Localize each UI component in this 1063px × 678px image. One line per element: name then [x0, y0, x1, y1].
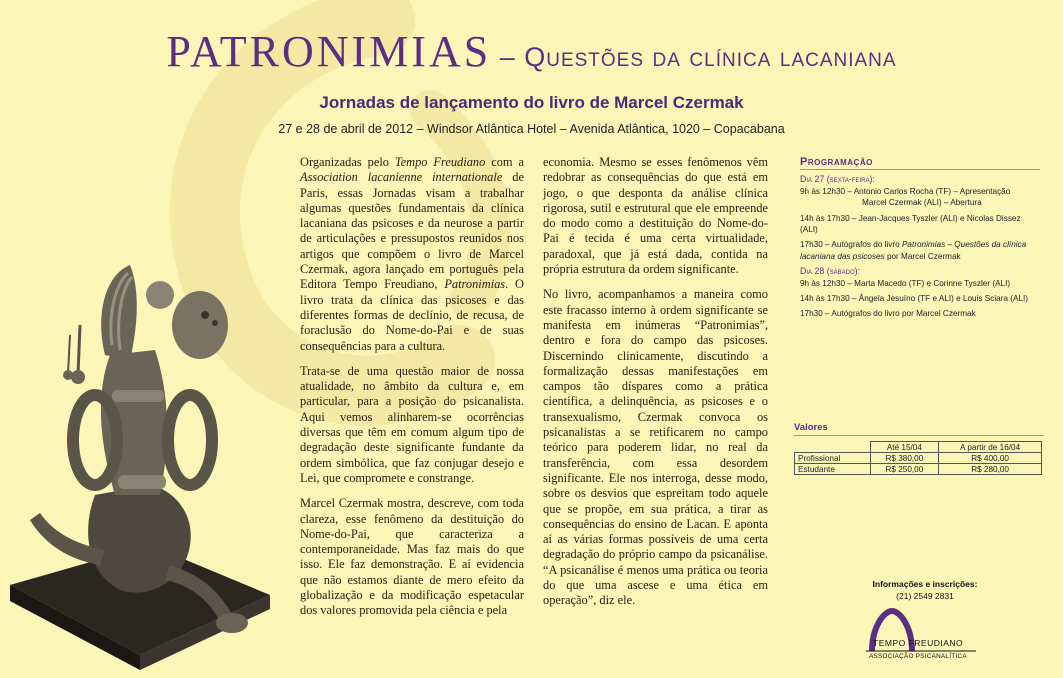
- schedule-entry: 14h às 17h30 – Ângela Jesuíno (TF e ALI) e Louis Sciara (ALI): [800, 294, 1029, 304]
- title-main: PATRONIMIAS: [166, 27, 492, 76]
- table-cell-empty: [795, 442, 871, 453]
- title-dash: –: [491, 42, 525, 72]
- table-cell: R$ 250,00: [870, 464, 939, 475]
- schedule-entry: [800, 239, 1040, 262]
- contact-label: Informações e inscrições:: [872, 579, 978, 589]
- schedule-entry: 14h às 17h30 – Jean-Jacques Tyszler (ALI) e Nicolas Dissez (ALI): [800, 213, 1021, 235]
- table-row: [795, 453, 1042, 464]
- day-label: Dia 28 (sábado):: [800, 266, 861, 277]
- article-paragraph: economia. Mesmo se esses fenômenos vêm redobrar as consequências do que está em jogo, o que desponta da análise clínica rigorosa, sutil e estrutural que ele empreende do modo como a destituição do Nome-do-Pai é tecida é uma certa virtualidade, paradoxal, que já está dada, contida na própria estrutura da ordem significante.: [543, 155, 768, 277]
- text-run-italic: Patronimias – Questões da clínica lacaniana das psicoses: [800, 240, 1027, 261]
- schedule-entry: 9h às 12h30 – Marta Macedo (TF) e Corinne Tyszler (ALI): [800, 278, 1011, 288]
- schedule-entry: 17h30 – Autógrafos do livro por Marcel Czermak: [800, 309, 976, 319]
- table-cell: R$ 380,00: [870, 453, 939, 464]
- program-schedule: [800, 157, 1040, 324]
- article-column-2: [543, 155, 768, 619]
- article-column-1: [300, 155, 524, 629]
- schedule-entry: [800, 186, 1040, 209]
- text-run: por Marcel Czermak: [884, 251, 961, 261]
- text-run: 17h30 – Autógrafos do livro: [800, 240, 902, 250]
- schedule-line: 9h às 12h30 – Antonio Carlos Rocha (TF) – Apresentação: [800, 186, 1011, 196]
- text-run-italic: Patronimias: [444, 277, 506, 292]
- table-cell: R$ 400,00: [939, 453, 1042, 464]
- article-paragraph: Marcel Czermak mostra, descreve, com toda clareza, esse fenômeno da destituição do Nome-do-Pai, que caracteriza a contemporaneidade. Mas faz mais do que isso. Ele faz demonstração. E aí evidencia que não estamos diante de mero efeito da globalização e da modificação espetacular dos valores promovida pela ciência e pela: [300, 496, 524, 618]
- text-run-italic: Tempo Freudiano: [394, 155, 486, 169]
- prices-heading: Valores: [794, 422, 1044, 436]
- event-dateline: 27 e 28 de abril de 2012 – Windsor Atlântica Hotel – Avenida Atlântica, 1020 – Copacabana: [278, 122, 785, 136]
- article-paragraph: No livro, acompanhamos a maneira como este fracasso interno à ordem significante se manifesta em inúmeras “Patronimias”, dentro e fora do campo das psicoses. Discernindo clinicamente, discutindo a formalização dessas manifestações em campos tão díspares como a prática científica, a delinquência, as psicoses e o transexualismo, Czermak convoca os psicanalistas a se retificarem no campo teórico para poderem lidar, no real da transferência, com essa desordem significante. Ele nos interroga, desse modo, sobre os desvios que espreitam todo aquele que se propõe, em sua prática, a tirar as consequências do ensino de Lacan. E aponta aí as várias formas possíveis de uma certa degradação do próprio campo da psicanálise. “A psicanálise é menos uma prática ou teoria do que uma ascese e uma ética em operação”, diz ele.: [543, 287, 768, 608]
- contact-info: [835, 578, 1015, 602]
- article-paragraph: Trata-se de uma questão maior de nossa atualidade, no âmbito da cultura e, em particular, para a posição do psicanalista. Aqui vemos alinharem-se ocorrências diversas que têm em comum algum tipo de degradação deste significante fundante da ordem simbólica, que faz conjugar desejo e Lei, que compromete e constrange.: [300, 363, 524, 485]
- table-header-row: [795, 442, 1042, 453]
- text-run: Organizadas pelo: [300, 155, 395, 169]
- prices-table: [794, 441, 1042, 475]
- table-header: Até 15/04: [870, 442, 939, 453]
- title-sub: Questões da clínica lacaniana: [524, 42, 897, 72]
- table-cell: R$ 280,00: [939, 464, 1042, 475]
- text-run: com a: [485, 155, 524, 169]
- table-header: A partir de 16/04: [939, 442, 1042, 453]
- page-title: [0, 26, 1063, 77]
- logo-name: TEMPO FREUDIANO: [873, 638, 964, 648]
- text-run: de Paris, essas Jornadas visam a trabalhar algumas questões fundamentais da clínica lacaniana das psicoses e da neurose a partir de articulações e pressupostos reunidos nos artigos que compõem o livro de Marcel Czermak, agora lançado em português pela Editora Tempo Freudiano,: [300, 170, 524, 292]
- table-row: [795, 464, 1042, 475]
- text-run-italic: Association lacanienne internationale: [300, 170, 503, 185]
- schedule-line: Marcel Czermak (ALI) – Abertura: [862, 198, 982, 208]
- page-subtitle: Jornadas de lançamento do livro de Marcel Czermak: [319, 93, 744, 112]
- table-cell: Estudante: [795, 464, 871, 475]
- text-run: . O livro trata da clínica das psicoses e das diferentes formas de declínio, de recusa, de foraclusão do Nome-do-Pai e de suas consequências para a cultura.: [300, 277, 524, 353]
- table-cell: Profissional: [795, 453, 871, 464]
- day-label: Dia 27 (sexta-feira):: [800, 174, 875, 185]
- program-heading: Programação: [800, 157, 1040, 170]
- statue-image: [0, 245, 280, 675]
- logo-tagline: ASSOCIAÇÃO PSICANALÍTICA: [869, 653, 967, 660]
- contact-phone: (21) 2549 2831: [896, 591, 954, 601]
- article-paragraph: [300, 155, 524, 354]
